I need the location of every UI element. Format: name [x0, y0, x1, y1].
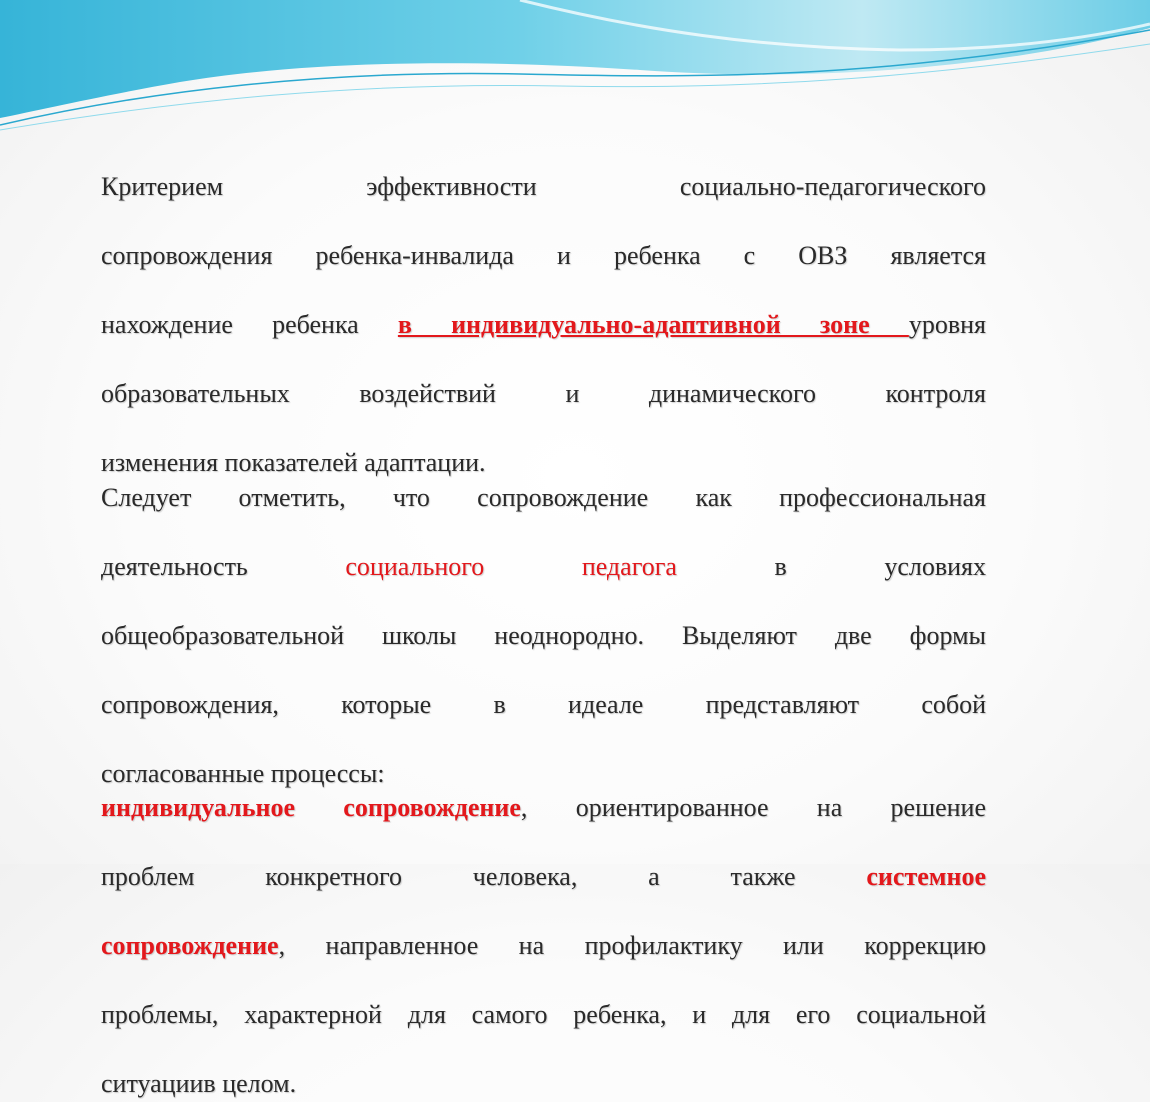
- text-fragment: нахождение ребенка: [101, 310, 398, 339]
- text-fragment: деятельность: [101, 551, 346, 581]
- highlight-adaptive-zone: в индивидуально-адаптивной зоне: [397, 310, 909, 339]
- text-fragment: проблем конкретного человека, а также: [101, 862, 867, 891]
- text-line: общеобразовательной школы неоднородно. Выделяют две формы: [101, 620, 986, 650]
- paragraph-forms: [101, 791, 986, 1102]
- text-line: [101, 550, 986, 619]
- text-line: [101, 308, 986, 377]
- paragraph-accompaniment: [101, 481, 986, 792]
- slide-body: [101, 170, 986, 1102]
- text-line: согласованные процессы:: [101, 758, 385, 788]
- highlight-systemic: системное: [866, 862, 986, 891]
- text-fragment: в условиях: [676, 551, 986, 581]
- text-line: [101, 860, 986, 929]
- text-line: Критерием эффективности социально-педагогического: [101, 172, 986, 201]
- text-line: проблемы, характерной для самого ребенка, и для его социальной: [101, 1000, 986, 1029]
- header-wave-decoration: [0, 0, 1150, 140]
- text-line: сопровождения, которые в идеале представляют собой: [101, 689, 986, 719]
- text-line: Следует отметить, что сопровождение как профессиональная: [101, 482, 986, 512]
- text-fragment: уровня: [908, 310, 987, 339]
- highlight-individual-accompaniment: индивидуальное сопровождение: [101, 793, 521, 822]
- text-line: изменения показателей адаптации.: [101, 448, 486, 477]
- highlight-social-pedagogue: социального педагога: [345, 551, 677, 581]
- text-line: ситуациив целом.: [101, 1069, 297, 1098]
- paragraph-criterion: [101, 170, 986, 481]
- highlight-accompaniment: сопровождение: [101, 931, 279, 960]
- text-line: [101, 929, 986, 998]
- text-fragment: , направленное на профилактику или коррекцию: [278, 931, 986, 960]
- text-line: сопровождения ребенка-инвалида и ребенка с ОВЗ является: [101, 241, 986, 270]
- text-line: [101, 791, 986, 860]
- text-fragment: , ориентированное на решение: [520, 793, 986, 822]
- text-line: образовательных воздействий и динамического контроля: [101, 379, 986, 408]
